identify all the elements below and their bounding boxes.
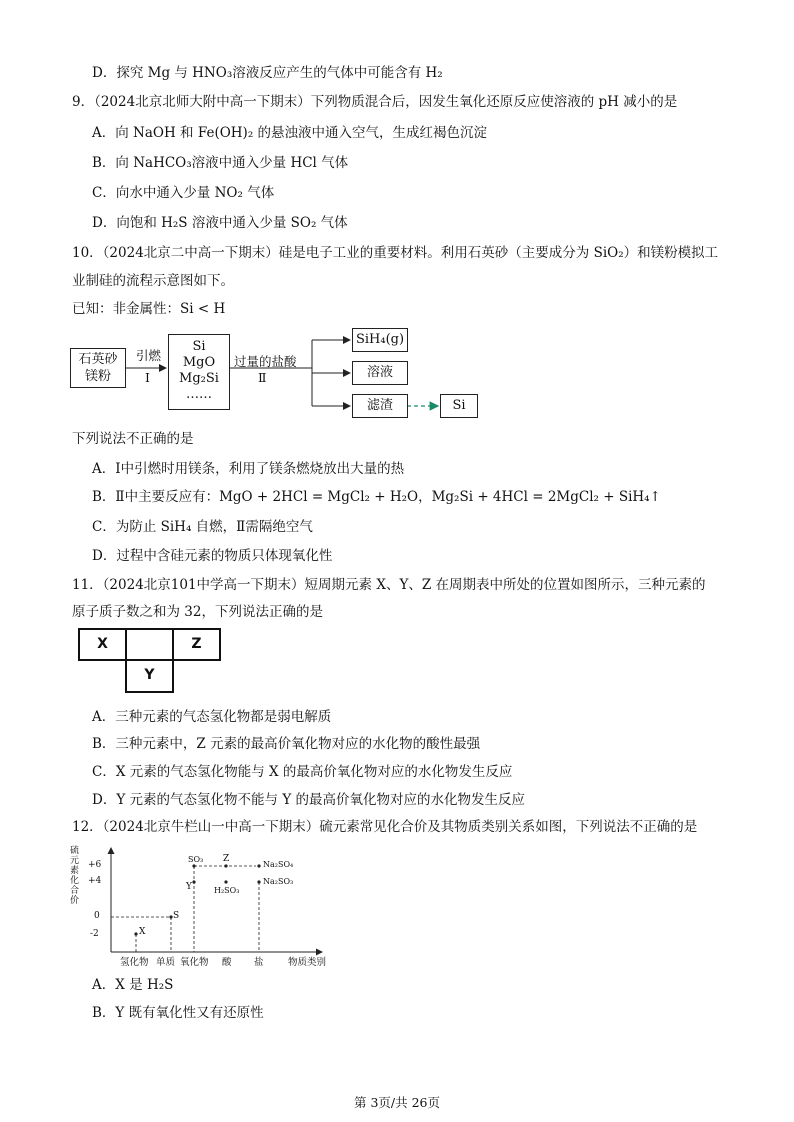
q9-stem: 9．（2024北京北师大附中高一下期末）下列物质混合后，因发生氧化还原反应使溶液的 pH 减小的是 [72, 94, 678, 110]
chart-ytick-0: 0 [94, 911, 100, 921]
flow-start-line2: 镁粉 [84, 369, 111, 384]
q10-option-b: B．Ⅱ中主要反应有：MgO + 2HCl = MgCl₂ + H₂O，Mg₂Si + 4HCl = 2MgCl₂ + SiH₄↑ [92, 489, 661, 505]
grid-z-label: Z [191, 636, 202, 652]
flow-final-si: Si [440, 394, 478, 418]
q12-stem: 12．（2024北京牛栏山一中高一下期末）硫元素常见化合价及其物质类别关系如图，下列说法不正确的是 [72, 819, 698, 835]
q10-option-a: A．Ⅰ中引燃时用镁条，利用了镁条燃烧放出大量的热 [92, 461, 405, 477]
chart-point-z: Z [223, 854, 230, 864]
q12-option-a: A．X 是 H₂S [92, 977, 174, 993]
q11-stem-line1: 11．（2024北京101中学高一下期末）短周期元素 X、Y、Z 在周期表中所处的位置如图所示，三种元素的 [72, 577, 706, 593]
q11-option-a: A．三种元素的气态氢化物都是弱电解质 [92, 709, 332, 725]
q10-known: 已知：非金属性：Si < H [72, 301, 226, 317]
q11-stem-line2: 原子质子数之和为 32，下列说法正确的是 [72, 604, 323, 620]
grid-cell-middle [125, 628, 174, 661]
chart-point-x: X [139, 927, 146, 937]
grid-y-label: Y [144, 667, 155, 683]
chart-axes [66, 844, 346, 970]
q10-option-c: C．为防止 SiH₄ 自燃，Ⅱ需隔绝空气 [92, 519, 313, 535]
grid-x-label: X [97, 636, 108, 652]
q8-option-d: D．探究 Mg 与 HNO₃溶液反应产生的气体中可能含有 H₂ [92, 65, 443, 81]
chart-point-so3: SO₃ [188, 855, 204, 864]
chart-point-y: Y [186, 882, 192, 892]
flow-mid-si: Si [192, 339, 206, 354]
q10-option-d: D．过程中含硅元素的物质只体现氧化性 [92, 548, 333, 564]
q9-option-a: A．向 NaOH 和 Fe(OH)₂ 的悬浊液中通入空气，生成红褐色沉淀 [92, 125, 488, 141]
q10-ask: 下列说法不正确的是 [72, 431, 194, 447]
grid-cell-z [172, 628, 221, 661]
chart-point-s: S [173, 911, 180, 921]
chart-point-na2so3: Na₂SO₃ [263, 877, 294, 886]
q11-option-d: D．Y 元素的气态氢化物不能与 Y 的最高价氧化物对应的水化物发生反应 [92, 792, 526, 808]
q10-flow-diagram [70, 326, 490, 426]
grid-cell-y [125, 659, 174, 693]
chart-xcat-oxide: 氧化物 [180, 957, 209, 968]
q9-option-c: C．向水中通入少量 NO₂ 气体 [92, 185, 275, 201]
chart-point-h2so3: H₂SO₃ [214, 886, 240, 895]
chart-ytick-plus4: +4 [88, 876, 102, 886]
flow-out-solution: 溶液 [352, 361, 408, 385]
chart-point-na2so4: Na₂SO₄ [263, 860, 294, 869]
flow-out-sih4: SiH₄(g) [352, 328, 408, 352]
chart-xcat-element: 单质 [156, 957, 176, 968]
q12-option-b: B．Y 既有氧化性又有还原性 [92, 1005, 264, 1021]
flow-step2-label: 过量的盐酸 [234, 354, 297, 369]
q11-option-c: C．X 元素的气态氢化物能与 X 的最高价氧化物对应的水化物发生反应 [92, 764, 513, 780]
flow-out-residue: 滤渣 [352, 394, 408, 418]
chart-ytick-minus2: -2 [90, 929, 99, 939]
chart-ylabel: 硫元素化合价 [70, 846, 80, 906]
q9-option-d: D．向饱和 H₂S 溶液中通入少量 SO₂ 气体 [92, 215, 348, 231]
flow-mid-ellipsis: …… [186, 387, 212, 402]
q9-option-b: B．向 NaHCO₃溶液中通入少量 HCl 气体 [92, 155, 349, 171]
q11-option-b: B．三种元素中，Z 元素的最高价氧化物对应的水化物的酸性最强 [92, 736, 481, 752]
flow-mid-mg2si: Mg₂Si [179, 371, 219, 386]
q10-stem-line1: 10．（2024北京二中高一下期末）硅是电子工业的重要材料。利用石英砂（主要成分为 SiO₂）和镁粉模拟工 [72, 245, 719, 261]
chart-xlabel: 物质类别 [288, 957, 327, 968]
q11-periodic-grid [78, 628, 223, 698]
flow-step1-number: Ⅰ [145, 370, 150, 385]
q12-valence-chart [66, 844, 346, 970]
flow-start-line1: 石英砂 [78, 352, 118, 367]
chart-xcat-hydride: 氢化物 [120, 957, 149, 968]
flow-step2-number: Ⅱ [258, 370, 267, 385]
grid-cell-x [78, 628, 127, 661]
page-footer: 第 3页/共 26页 [353, 1095, 441, 1110]
flow-step1-label: 引燃 [136, 348, 162, 363]
chart-xcat-acid: 酸 [222, 957, 232, 968]
flow-mid-mgo: MgO [182, 355, 216, 370]
chart-ytick-plus6: +6 [88, 860, 102, 870]
q10-stem-line2: 业制硅的流程示意图如下。 [72, 273, 234, 289]
flow-arrows [70, 326, 490, 426]
flow-mid-box [168, 334, 230, 410]
chart-xcat-salt: 盐 [254, 957, 264, 968]
